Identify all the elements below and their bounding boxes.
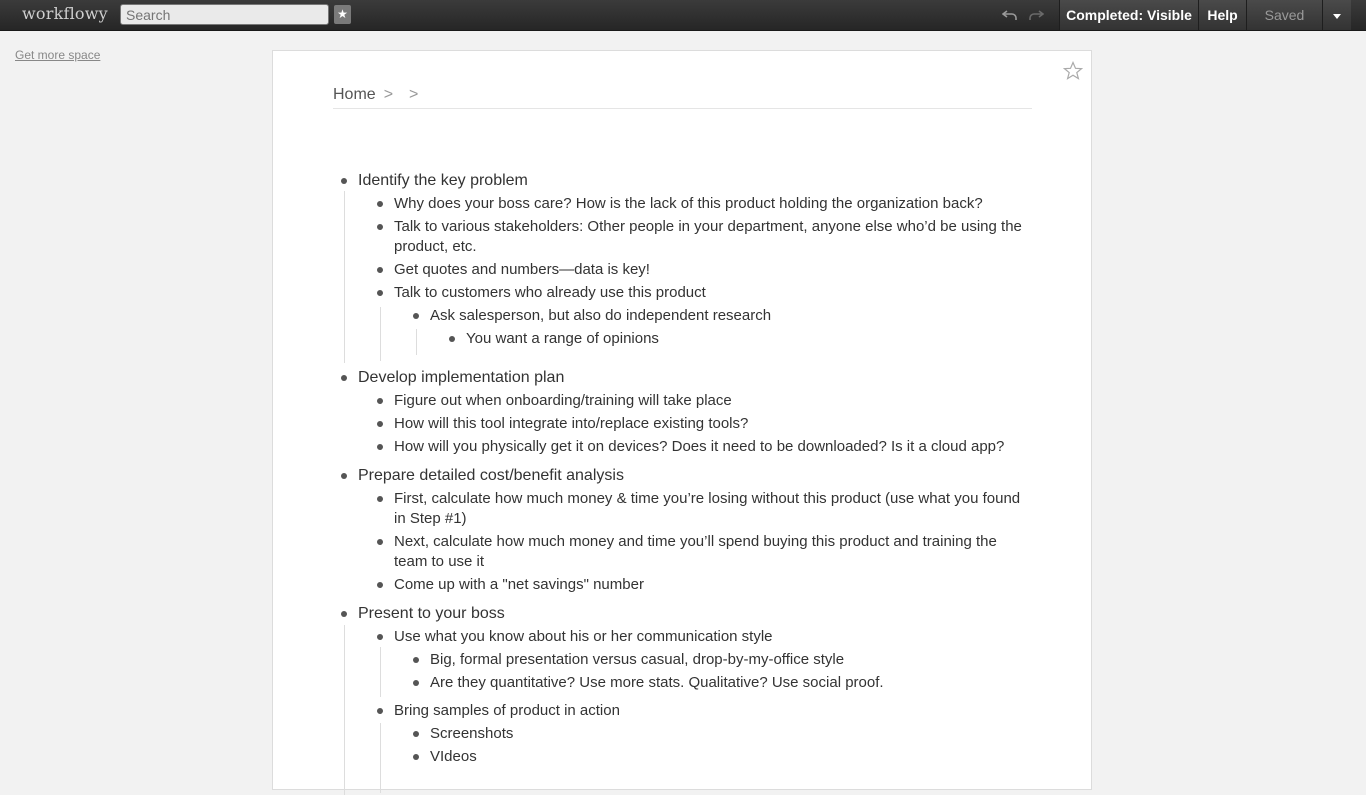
bullet-icon[interactable] xyxy=(413,313,419,319)
main-page xyxy=(272,50,1092,790)
get-more-space-link[interactable]: Get more space xyxy=(15,48,101,62)
outline-guide-line xyxy=(380,647,381,697)
item-text[interactable]: in Step #1) xyxy=(394,510,467,527)
starred-button[interactable]: ★ xyxy=(334,5,351,24)
list-item-continuation[interactable] xyxy=(394,238,477,255)
outline-guide-line xyxy=(344,191,345,363)
list-item[interactable] xyxy=(430,725,513,742)
item-text[interactable]: How will you physically get it on devices? Does it need to be downloaded? Is it a cloud app? xyxy=(394,438,1005,455)
list-item[interactable] xyxy=(394,702,620,719)
list-item[interactable] xyxy=(430,748,477,765)
breadcrumb-home[interactable]: Home xyxy=(333,86,376,103)
redo-icon[interactable] xyxy=(1028,8,1044,22)
star-page-icon[interactable] xyxy=(1063,61,1083,81)
list-item[interactable] xyxy=(394,261,650,278)
bullet-icon[interactable] xyxy=(377,496,383,502)
bullet-icon[interactable] xyxy=(341,178,347,184)
list-item[interactable] xyxy=(358,172,528,190)
list-item-continuation[interactable] xyxy=(394,553,484,570)
settings-dropdown-button[interactable] xyxy=(1322,0,1351,30)
completed-visible-button[interactable]: Completed: Visible xyxy=(1059,0,1198,30)
bullet-icon[interactable] xyxy=(341,611,347,617)
bullet-icon[interactable] xyxy=(413,680,419,686)
list-item[interactable] xyxy=(394,576,644,593)
list-item[interactable] xyxy=(394,415,748,432)
item-text[interactable]: team to use it xyxy=(394,553,485,570)
breadcrumb-separator: > xyxy=(383,86,394,103)
list-item[interactable] xyxy=(394,392,732,409)
breadcrumb xyxy=(333,86,1032,109)
item-text[interactable]: Big, formal presentation versus casual, drop-by-my-office style xyxy=(430,651,845,668)
bullet-icon[interactable] xyxy=(449,336,455,342)
list-item[interactable] xyxy=(430,674,884,691)
list-item[interactable] xyxy=(394,195,983,212)
item-text[interactable]: Come up with a "net savings" number xyxy=(394,576,644,593)
list-item[interactable] xyxy=(394,490,1020,507)
list-item[interactable] xyxy=(394,438,1004,455)
item-text[interactable]: Screenshots xyxy=(430,725,514,742)
bullet-icon[interactable] xyxy=(377,634,383,640)
item-text[interactable]: Use what you know about his or her communication style xyxy=(394,628,773,645)
item-text[interactable]: You want a range of opinions xyxy=(466,330,659,347)
list-item[interactable] xyxy=(394,628,773,645)
item-text[interactable]: Figure out when onboarding/training will take place xyxy=(394,392,732,409)
item-text[interactable]: Are they quantitative? Use more stats. Qualitative? Use social proof. xyxy=(430,674,884,691)
item-text[interactable]: How will this tool integrate into/replace existing tools? xyxy=(394,415,749,432)
bullet-icon[interactable] xyxy=(341,473,347,479)
item-text[interactable]: Prepare detailed cost/benefit analysis xyxy=(358,467,624,484)
item-text[interactable]: product, etc. xyxy=(394,238,477,255)
workflowy-logo[interactable]: workflowy xyxy=(22,4,108,23)
outline-guide-line xyxy=(380,723,381,793)
undo-icon[interactable] xyxy=(1002,8,1018,22)
bullet-icon[interactable] xyxy=(377,421,383,427)
list-item[interactable] xyxy=(430,307,771,324)
item-text[interactable]: Get quotes and numbers—data is key! xyxy=(394,261,650,278)
outline-guide-line xyxy=(416,329,417,355)
bullet-icon[interactable] xyxy=(377,290,383,296)
list-item-continuation[interactable] xyxy=(394,510,467,527)
item-text[interactable]: Present to your boss xyxy=(358,605,505,622)
bullet-icon[interactable] xyxy=(377,539,383,545)
list-item[interactable] xyxy=(358,467,624,485)
list-item[interactable] xyxy=(430,651,844,668)
bullet-icon[interactable] xyxy=(377,267,383,273)
bullet-icon[interactable] xyxy=(377,398,383,404)
bullet-icon[interactable] xyxy=(377,201,383,207)
item-text[interactable]: VIdeos xyxy=(430,748,477,765)
item-text[interactable]: Talk to various stakeholders: Other people in your department, anyone else who’d be using the xyxy=(394,218,1022,235)
item-text[interactable]: Why does your boss care? How is the lack of this product holding the organization back? xyxy=(394,195,983,212)
item-text[interactable]: Ask salesperson, but also do independent research xyxy=(430,307,772,324)
list-item[interactable] xyxy=(466,330,659,347)
list-item[interactable] xyxy=(358,369,564,387)
help-button[interactable]: Help xyxy=(1198,0,1246,30)
item-text[interactable]: Talk to customers who already use this product xyxy=(394,284,706,301)
item-text[interactable]: Next, calculate how much money and time you’ll spend buying this product and training the xyxy=(394,533,997,550)
list-item[interactable] xyxy=(394,218,1022,235)
bullet-icon[interactable] xyxy=(413,731,419,737)
item-text[interactable]: First, calculate how much money & time you’re losing without this product (use what you found xyxy=(394,490,1021,507)
item-text[interactable]: Develop implementation plan xyxy=(358,369,565,386)
outline-guide-line xyxy=(344,625,345,795)
chevron-down-icon xyxy=(1333,14,1341,19)
saved-status: Saved xyxy=(1246,0,1322,30)
bullet-icon[interactable] xyxy=(377,708,383,714)
list-item[interactable] xyxy=(394,533,997,550)
item-text[interactable]: Bring samples of product in action xyxy=(394,702,620,719)
list-item[interactable] xyxy=(358,605,505,623)
search-input[interactable] xyxy=(120,4,329,25)
bullet-icon[interactable] xyxy=(413,754,419,760)
bullet-icon[interactable] xyxy=(377,582,383,588)
list-item[interactable] xyxy=(394,284,706,301)
bullet-icon[interactable] xyxy=(377,444,383,450)
bullet-icon[interactable] xyxy=(377,224,383,230)
top-bar xyxy=(0,0,1366,31)
breadcrumb-separator: > xyxy=(409,86,419,103)
outline-guide-line xyxy=(380,307,381,361)
item-text[interactable]: Identify the key problem xyxy=(358,172,528,189)
bullet-icon[interactable] xyxy=(413,657,419,663)
bullet-icon[interactable] xyxy=(341,375,347,381)
